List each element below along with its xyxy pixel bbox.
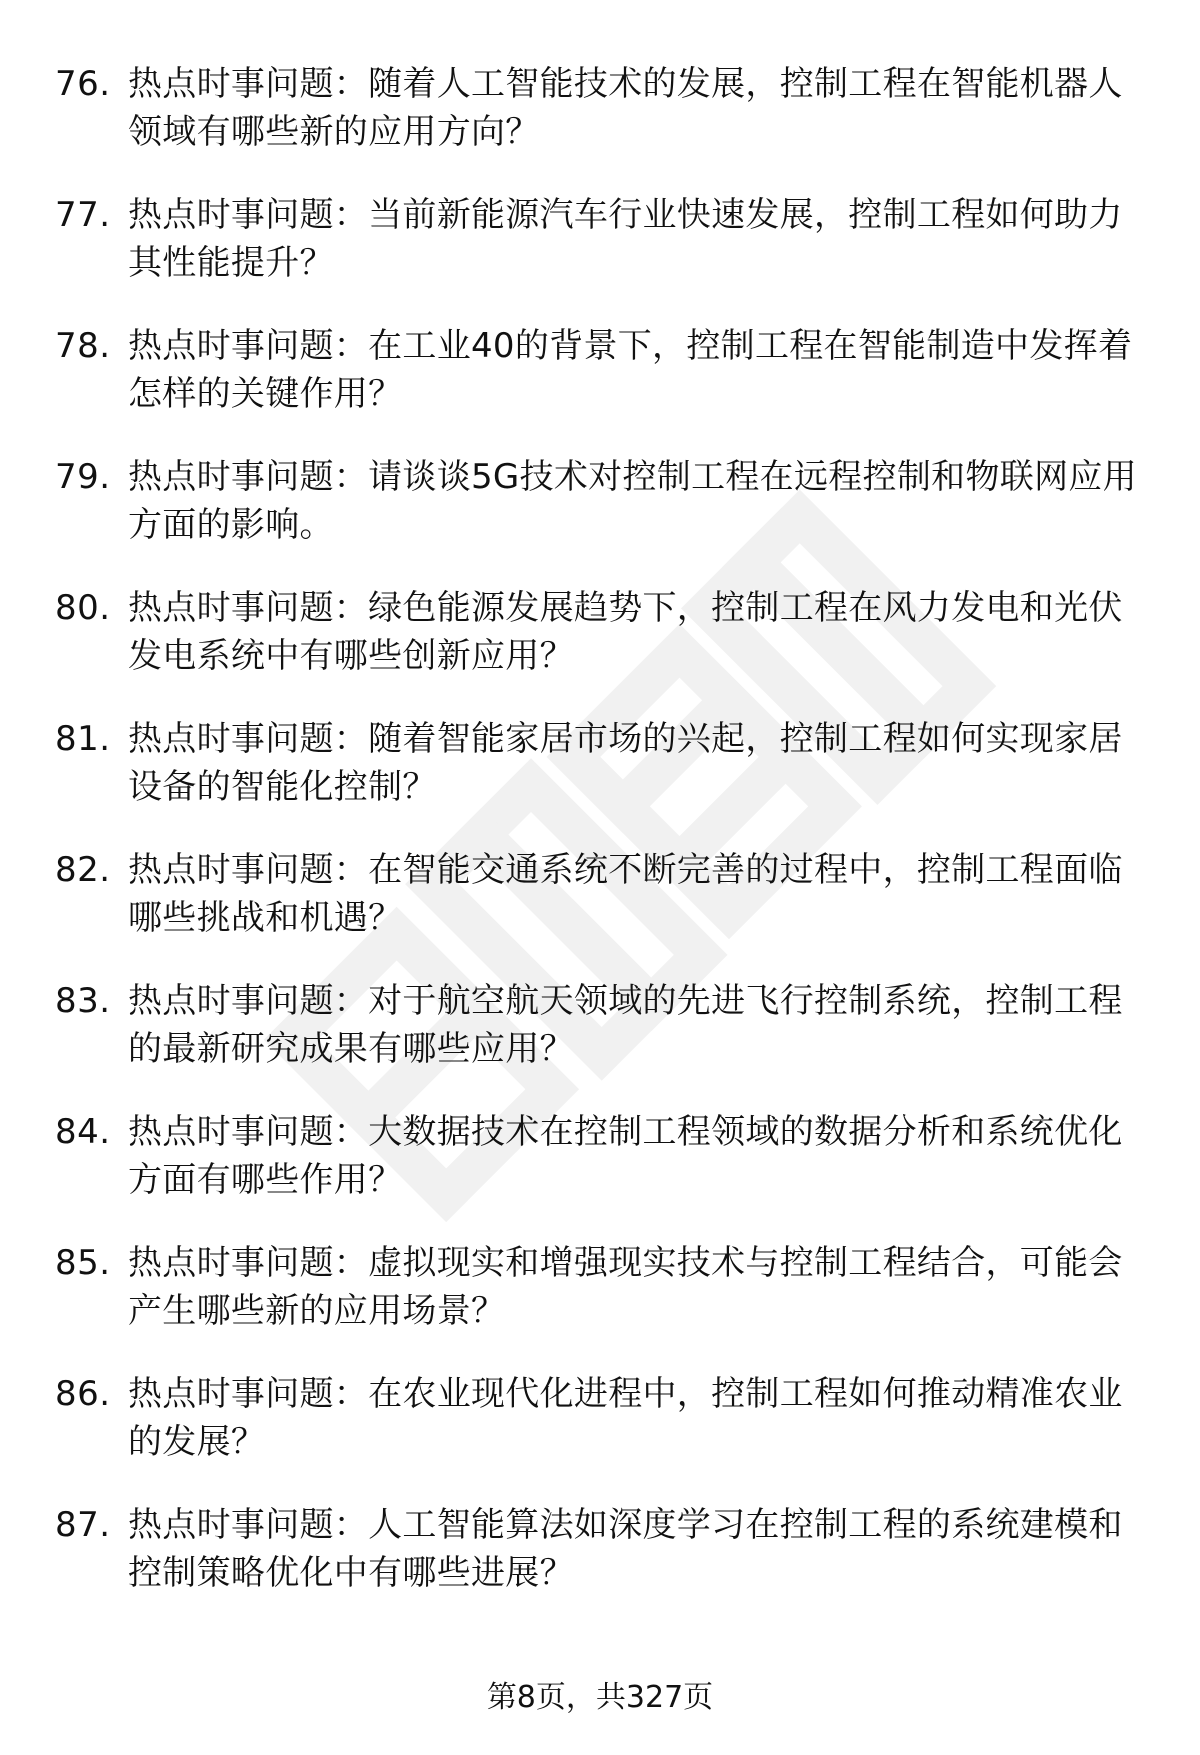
question-text: 热点时事问题：人工智能算法如深度学习在控制工程的系统建模和控制策略优化中有哪些进展？ (128, 1505, 1123, 1593)
question-number: 86. (55, 1374, 111, 1414)
question-number: 84. (55, 1112, 111, 1152)
question-item (0, 1501, 1200, 1605)
question-item (0, 1108, 1200, 1212)
question-text: 热点时事问题：在农业现代化进程中，控制工程如何推动精准农业的发展？ (128, 1374, 1123, 1462)
question-text: 热点时事问题：大数据技术在控制工程领域的数据分析和系统优化方面有哪些作用？ (128, 1112, 1123, 1200)
question-number: 80. (55, 588, 111, 628)
question-item (0, 1239, 1200, 1343)
question-item (0, 1370, 1200, 1474)
question-text: 热点时事问题：在智能交通系统不断完善的过程中，控制工程面临哪些挑战和机遇？ (128, 850, 1123, 938)
question-number: 76. (55, 64, 111, 104)
page-number-footer: 第8页，共327页 (486, 1680, 714, 1715)
question-item (0, 977, 1200, 1081)
question-number: 87. (55, 1505, 111, 1545)
question-item (0, 584, 1200, 688)
question-number: 82. (55, 850, 111, 890)
question-text: 热点时事问题：随着人工智能技术的发展，控制工程在智能机器人领域有哪些新的应用方向？ (128, 64, 1123, 152)
question-number: 83. (55, 981, 111, 1021)
question-text: 热点时事问题：对于航空航天领域的先进飞行控制系统，控制工程的最新研究成果有哪些应用？ (128, 981, 1123, 1069)
question-text: 热点时事问题：在工业40的背景下，控制工程在智能制造中发挥着怎样的关键作用？ (128, 326, 1133, 414)
question-list (0, 60, 1200, 1632)
question-item (0, 322, 1200, 426)
question-text: 热点时事问题：绿色能源发展趋势下，控制工程在风力发电和光伏发电系统中有哪些创新应用？ (128, 588, 1123, 676)
question-item (0, 60, 1200, 164)
question-item (0, 453, 1200, 557)
question-text: 热点时事问题：随着智能家居市场的兴起，控制工程如何实现家居设备的智能化控制？ (128, 719, 1123, 807)
question-text: 热点时事问题：当前新能源汽车行业快速发展，控制工程如何助力其性能提升？ (128, 195, 1123, 283)
question-text: 热点时事问题：请谈谈5G技术对控制工程在远程控制和物联网应用方面的影响。 (128, 457, 1137, 545)
question-item (0, 846, 1200, 950)
question-number: 77. (55, 195, 111, 235)
question-number: 81. (55, 719, 111, 759)
question-number: 79. (55, 457, 111, 497)
question-number: 78. (55, 326, 111, 366)
question-number: 85. (55, 1243, 111, 1283)
question-item (0, 715, 1200, 819)
question-text: 热点时事问题：虚拟现实和增强现实技术与控制工程结合，可能会产生哪些新的应用场景？ (128, 1243, 1123, 1331)
question-item (0, 191, 1200, 295)
